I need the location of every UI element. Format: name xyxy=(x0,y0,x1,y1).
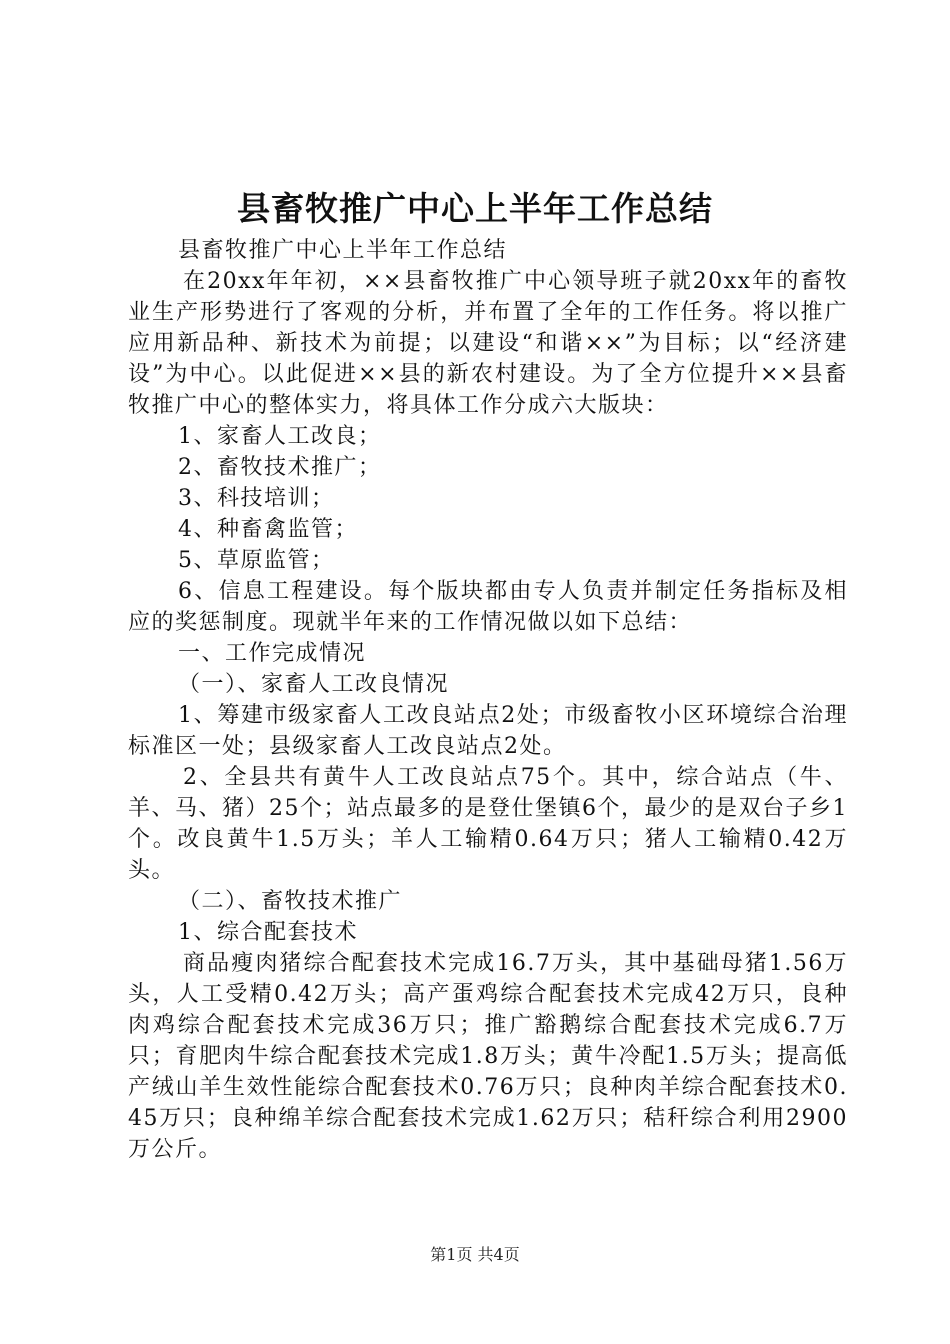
list-item: 6、信息工程建设。每个版块都由专人负责并制定任务指标及相应的奖惩制度。现就半年来的工作情况做以如下总结： xyxy=(128,579,848,635)
body-paragraph: 商品瘦肉猪综合配套技术完成16.7万头，其中基础母猪1.56万头，人工受精0.42万头；高产蛋鸡综合配套技术完成42万只，良种肉鸡综合配套技术完成36万只；推广豁鹅综合配套技术完成6.7万只；育肥肉牛综合配套技术完成1.8万头；黄牛冷配1.5万头；提高低产绒山羊生效性能综合配套技术0.76万只；良种肉羊综合配套技术0.45万只；良种绵羊综合配套技术完成1.62万只；秸秆综合利用2900万公斤。 xyxy=(128,951,848,1162)
section-heading: 一、工作完成情况 xyxy=(178,641,367,666)
body-paragraph: 2、全县共有黄牛人工改良站点75个。其中，综合站点（牛、羊、马、猪）25个；站点最多的是登仕堡镇6个，最少的是双台子乡1个。改良黄牛1.5万头；羊人工输精0.64万只；猪人工输精0.42万头。 xyxy=(128,765,848,883)
document-body xyxy=(128,235,848,1165)
subsection-heading: （二）、畜牧技术推广 xyxy=(178,889,403,914)
list-item: 1、家畜人工改良； xyxy=(178,424,382,449)
page-footer: 第1页 共4页 xyxy=(430,1245,520,1264)
list-item: 3、科技培训； xyxy=(178,486,335,511)
document-title: 县畜牧推广中心上半年工作总结 xyxy=(237,189,713,228)
subsection-heading: 1、综合配套技术 xyxy=(178,920,358,945)
intro-paragraph: 在20xx年年初，××县畜牧推广中心领导班子就20xx年的畜牧业生产形势进行了客观的分析，并布置了全年的工作任务。将以推广应用新品种、新技术为前提；以建设“和谐××”为目标；以“经济建设”为中心。以此促进××县的新农村建设。为了全方位提升××县畜牧推广中心的整体实力，将具体工作分成六大版块： xyxy=(128,269,848,418)
list-item: 2、畜牧技术推广； xyxy=(178,455,382,480)
list-item: 4、种畜禽监管； xyxy=(178,517,358,542)
list-item: 5、草原监管； xyxy=(178,548,335,573)
subtitle-paragraph: 县畜牧推广中心上半年工作总结 xyxy=(178,238,508,263)
subsection-heading: （一）、家畜人工改良情况 xyxy=(178,672,450,697)
body-paragraph: 1、筹建市级家畜人工改良站点2处；市级畜牧小区环境综合治理标准区一处；县级家畜人工改良站点2处。 xyxy=(128,703,848,759)
